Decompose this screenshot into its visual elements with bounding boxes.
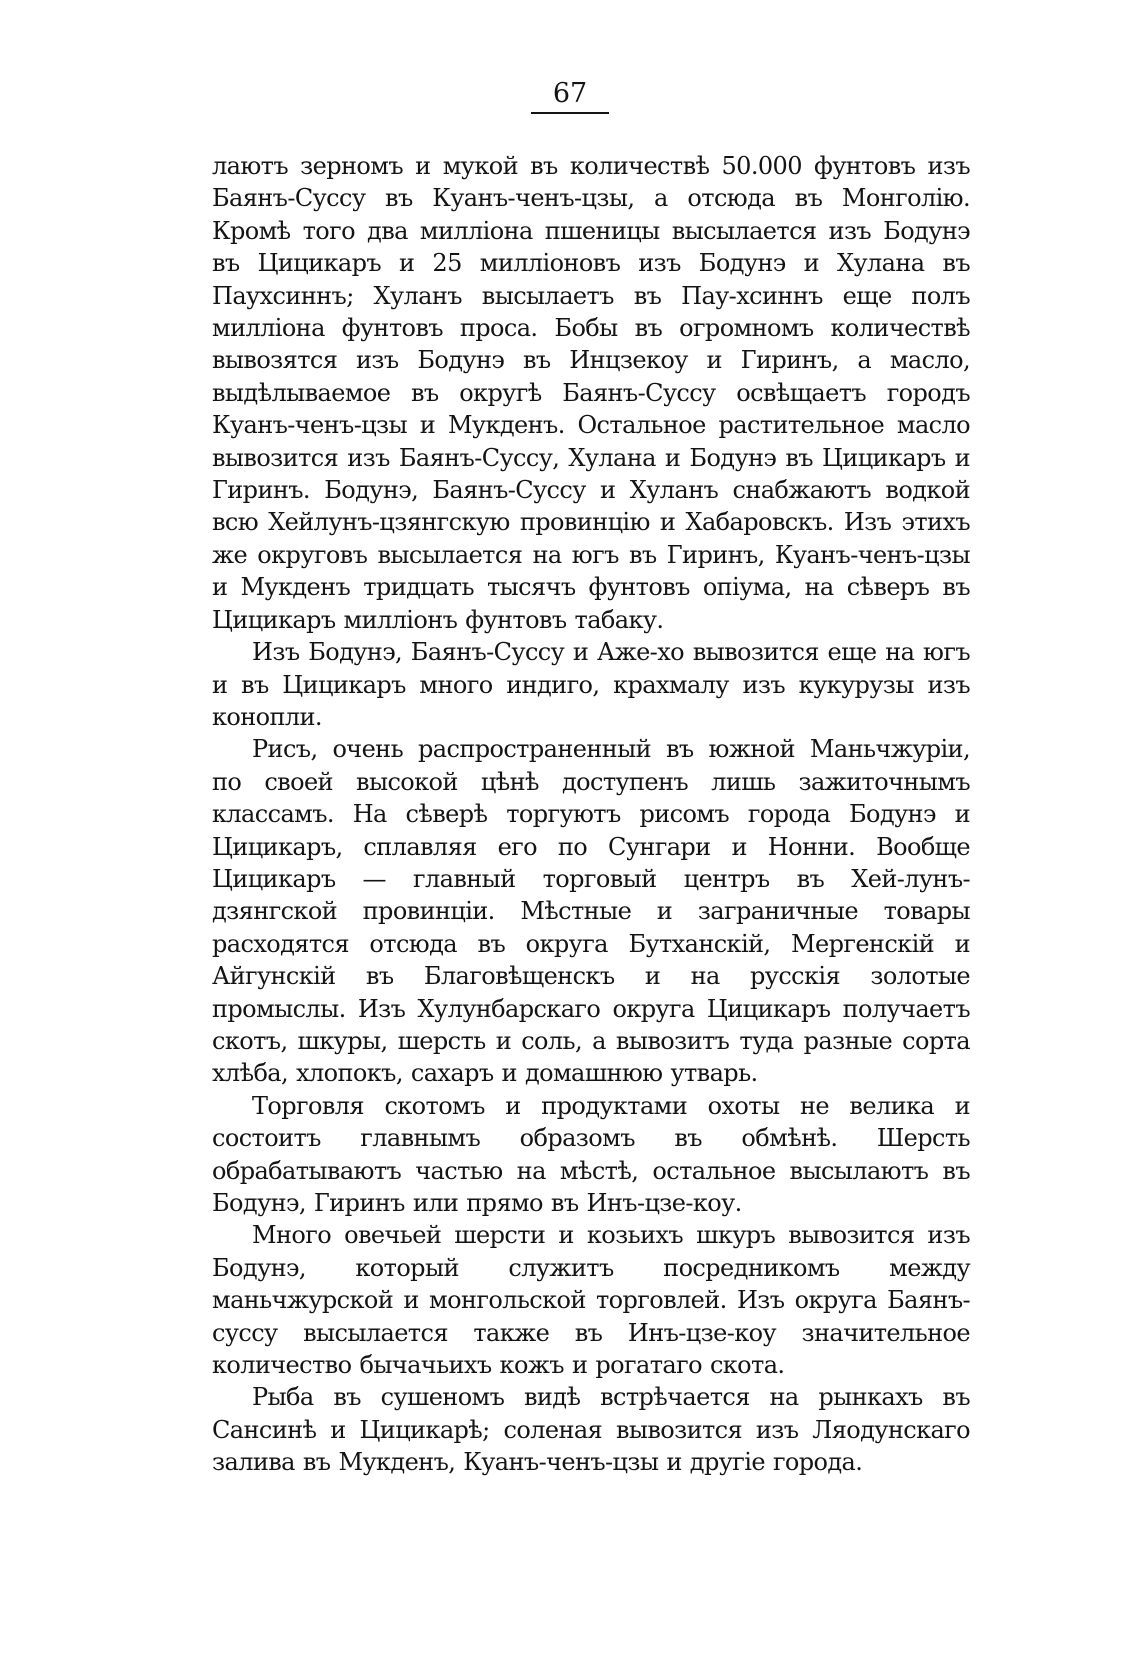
page-number-text: 67 [531, 78, 609, 114]
page-number [0, 78, 1140, 114]
paragraph: Торговля скотомъ и продуктами охоты не велика и состоитъ главнымъ образомъ въ обмѣнѣ. Шерсть обрабатываютъ частью на мѣстѣ, остальное высылаютъ въ Бодунэ, Гиринъ или прямо въ Инъ-цзе-коу. [212, 1091, 970, 1217]
paragraph: Много овечьей шерсти и козьихъ шкуръ вывозится изъ Бодунэ, который служитъ посредникомъ между маньчжурской и монгольской торговлей. Изъ округа Баянъ-суссу высылается также въ Инъ-цзе-коу значительное количество бычачьихъ кожъ и рогатаго скота. [212, 1221, 970, 1380]
paragraph: Рисъ, очень распространенный въ южной Маньчжуріи, по своей высокой цѣнѣ доступенъ лишь зажиточнымъ классамъ. На сѣверѣ торгуютъ рисомъ города Бодунэ и Цицикаръ, сплавляя его по Сунгари и Нонни. Вообще Цицикаръ — главный торговый центръ въ Хей-лунъ-дзянгской провинціи. Мѣстные и заграничные товары расходятся отсюда въ округа Бутханскій, Мергенскій и Айгунскій въ Благовѣщенскъ и на русскія золотые промыслы. Изъ Хулунбарскаго округа Цицикаръ получаетъ скотъ, шкуры, шерсть и соль, а вывозитъ туда разные сорта хлѣба, хлопокъ, сахаръ и домашнюю утварь. [212, 735, 970, 1088]
paragraph-continuation: лаютъ зерномъ и мукой въ количествѣ 50.000 фунтовъ изъ Баянъ-Суссу въ Куанъ-ченъ-цзы, а отсюда въ Монголію. Кромѣ того два милліона пшеницы высылается изъ Бодунэ въ Цицикаръ и 25 милліоновъ изъ Бодунэ и Хулана въ Паухсиннъ; Хуланъ высылаетъ въ Пау-хсиннъ еще полъ милліона фунтовъ проса. Бобы въ огромномъ количествѣ вывозятся изъ Бодунэ въ Инцзекоу и Гиринъ, а масло, выдѣлываемое въ округѣ Баянъ-Суссу освѣщаетъ городъ Куанъ-ченъ-цзы и Мукденъ. Остальное растительное масло вывозится изъ Баянъ-Суссу, Хулана и Бодунэ въ Цицикаръ и Гиринъ. Бодунэ, Баянъ-Суссу и Хуланъ снабжаютъ водкой всю Хейлунъ-цзянгскую провинцію и Хабаровскъ. Изъ этихъ же округовъ высылается на югъ въ Гиринъ, Куанъ-ченъ-цзы и Мукденъ тридцать тысячъ фунтовъ опіума, на сѣверъ въ Цицикаръ милліонъ фунтовъ табаку. [212, 152, 970, 634]
paragraph: Изъ Бодунэ, Баянъ-Суссу и Аже-хо вывозится еще на югъ и въ Цицикаръ много индиго, крахмалу изъ кукурузы изъ конопли. [212, 638, 970, 731]
paragraph: Рыба въ сушеномъ видѣ встрѣчается на рынкахъ въ Сансинѣ и Цицикарѣ; соленая вывозится изъ Ляодунскаго залива въ Мукденъ, Куанъ-ченъ-цзы и другіе города. [212, 1383, 970, 1477]
body-text [212, 150, 970, 1479]
